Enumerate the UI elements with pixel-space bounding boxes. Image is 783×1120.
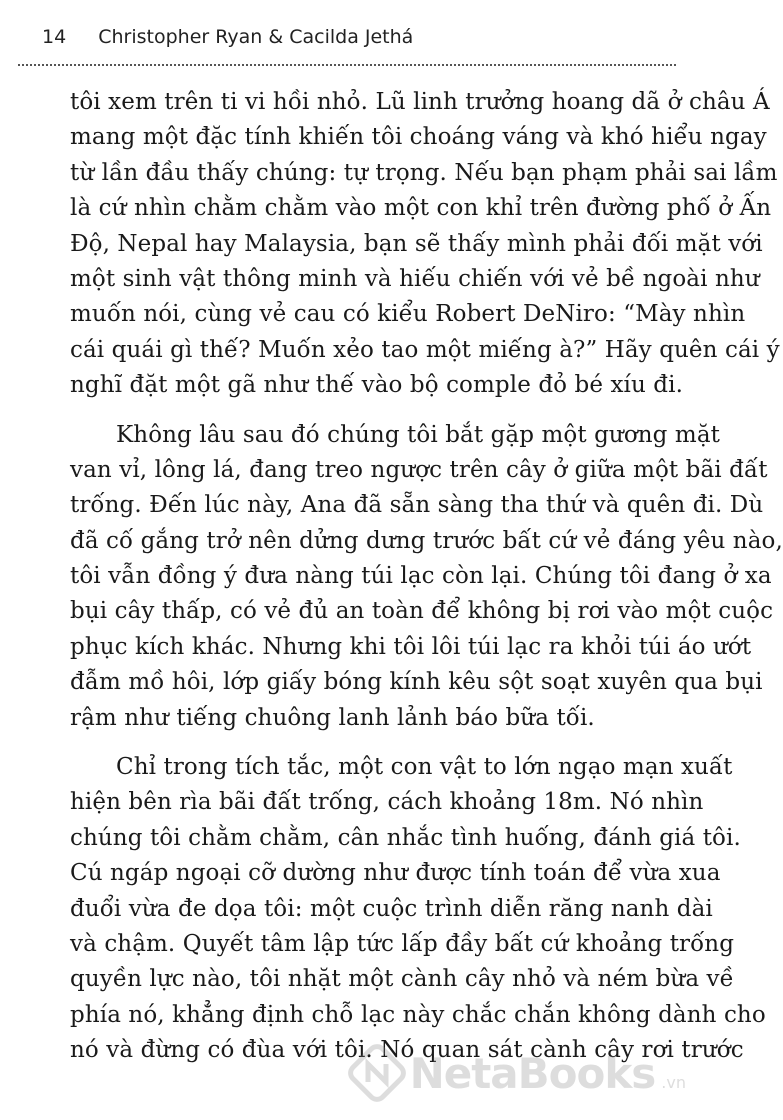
text-line: là cứ nhìn chằm chằm vào một con khỉ trên đường phố ở Ấn (70, 195, 772, 222)
page-number: 14 (42, 26, 67, 48)
text-line: và chậm. Quyết tâm lập tức lấp đầy bất cứ khoảng trống (70, 930, 735, 957)
paragraph-spacer (70, 736, 658, 750)
body-text (70, 85, 783, 1069)
watermark-brand: NetaBooks (409, 1048, 656, 1098)
text-line: Không lâu sau đó chúng tôi bắt gặp một gương mặt (116, 421, 720, 448)
page-header (18, 26, 678, 48)
text-line: Độ, Nepal hay Malaysia, bạn sẽ thấy mình phải đối mặt với (70, 230, 763, 257)
text-line: phục kích khác. Nhưng khi tôi lôi túi lạc ra khỏi túi áo ướt (70, 633, 752, 660)
text-line: Cú ngáp ngoại cỡ dường như được tính toán để vừa xua (70, 860, 721, 887)
text-line: hiện bên rìa bãi đất trống, cách khoảng 18m. Nó nhìn (70, 789, 704, 816)
paragraph-spacer (70, 404, 658, 418)
text-line: rậm như tiếng chuông lanh lảnh báo bữa tối. (70, 704, 595, 731)
header-divider (18, 64, 676, 66)
text-line: cái quái gì thế? Muốn xẻo tao một miếng à?” Hãy quên cái ý (70, 336, 780, 363)
text-line: tôi xem trên ti vi hồi nhỏ. Lũ linh trưởng hoang dã ở châu Á (70, 89, 770, 115)
text-line: quyền lực nào, tôi nhặt một cành cây nhỏ và ném bừa về (70, 966, 734, 993)
text-line: nó và đừng có đùa với tôi. Nó quan sát cành cây rơi trước (70, 1037, 744, 1064)
paragraph-3 (70, 750, 766, 1069)
watermark-domain: .vn (661, 1073, 686, 1092)
text-line: từ lần đầu thấy chúng: tự trọng. Nếu bạn phạm phải sai lầm (70, 159, 778, 186)
text-line: một sinh vật thông minh và hiếu chiến với vẻ bề ngoài như (70, 265, 760, 292)
text-line: van vỉ, lông lá, đang treo ngược trên cây ở giữa một bãi đất (70, 456, 768, 483)
paragraph-2 (70, 418, 783, 737)
watermark (350, 1046, 686, 1100)
text-line: phía nó, khẳng định chỗ lạc này chắc chắn không dành cho (70, 1001, 766, 1028)
text-line: đẫm mồ hôi, lớp giấy bóng kính kêu sột soạt xuyên qua bụi (70, 669, 763, 696)
text-line: trống. Đến lúc này, Ana đã sẵn sàng tha thứ và quên đi. Dù (70, 492, 764, 519)
text-line: đuổi vừa đe dọa tôi: một cuộc trình diễn răng nanh dài (70, 895, 713, 922)
text-line: mang một đặc tính khiến tôi choáng váng và khó hiểu ngay (70, 124, 767, 151)
text-line: chúng tôi chằm chằm, cân nhắc tình huống, đánh giá tôi. (70, 824, 741, 851)
text-line: bụi cây thấp, có vẻ đủ an toàn để không bị rơi vào một cuộc (70, 598, 774, 625)
netabooks-logo-icon (350, 1046, 404, 1100)
text-line: nghĩ đặt một gã như thế vào bộ comple đỏ bé xíu đi. (70, 372, 683, 399)
text-line: muốn nói, cùng vẻ cau có kiểu Robert DeNiro: “Mày nhìn (70, 301, 746, 328)
text-line: Chỉ trong tích tắc, một con vật to lớn ngạo mạn xuất (116, 754, 733, 781)
text-line: tôi vẫn đồng ý đưa nàng túi lạc còn lại. Chúng tôi đang ở xa (70, 563, 772, 590)
running-title: Christopher Ryan & Cacilda Jethá (98, 26, 414, 48)
paragraph-1 (70, 85, 780, 404)
text-line: đã cố gắng trở nên dửng dưng trước bất cứ vẻ đáng yêu nào, (70, 527, 783, 554)
